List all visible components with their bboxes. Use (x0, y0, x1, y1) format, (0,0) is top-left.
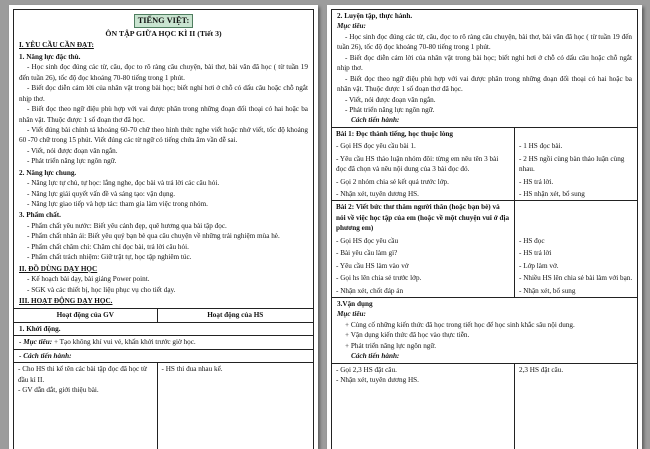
hs-cell (515, 285, 637, 297)
paragraph: - Viết đúng bài chính tả khoảng 60-70 chữ theo hình thức nghe viết hoặc nhớ viết, tốc độ khoảng 60 -70 chữ trong 15 phút. Viết đúng các từ ngữ có tiếng chứa âm vần dễ sai. (19, 125, 308, 145)
paragraph: - Phẩm chất chăm chỉ: Chăm chỉ đọc bài, trả lời câu hỏi. (27, 242, 189, 251)
paragraph: - Năng lực giao tiếp và hợp tác: tham gia làm việc trong nhóm. (27, 200, 208, 209)
table-row (332, 285, 637, 297)
paragraph: - Biết đọc diễn cảm lời của nhân vật trong bài học; biết nghỉ hơi ở chỗ có dấu câu hoặc chỗ ngắt nhịp thơ. (19, 84, 308, 103)
hs-line: - HS trả lời (519, 249, 552, 258)
paragraph: - Biết đọc theo ngữ điệu phù hợp với vai được phân trong những đoạn đối thoại có hai hoặc ba nhân vật. Thuộc được 1 số đoạn thơ đã học. (337, 74, 632, 94)
hs-cell (158, 363, 313, 449)
table-row (332, 140, 637, 152)
heading-pham-chat: 3. Phẩm chất. (19, 211, 61, 220)
hs-cell (515, 128, 637, 140)
paragraph: + Phát triển năng lực ngôn ngữ. (345, 341, 437, 350)
hs-line: - Nhiều HS lên chia sẻ bài làm với bạn. (519, 274, 633, 283)
table-row (332, 176, 637, 188)
paragraph: - Năng lực tự chủ, tự học: lắng nghe, đọc bài và trả lời các câu hỏi. (27, 179, 220, 188)
document-page-right (327, 5, 642, 449)
paragraph: - Phẩm chất yêu nước: Biết yêu cảnh đẹp, quê hương qua bài tập đọc. (27, 221, 227, 230)
gv-cell (332, 140, 515, 152)
paragraph: - Phát triển năng lực ngôn ngữ. (27, 157, 117, 166)
paragraph: - Học sinh đọc đúng các từ, câu, đọc to rõ ràng câu chuyện, bài thơ, bài văn đã học ( từ tuần 19 đến tuần 26), tốc độ đọc khoảng 70-80 tiếng trong 1 phút. (337, 32, 632, 52)
paragraph: - Kế hoạch bài dạy, bài giảng Power point. (27, 275, 150, 284)
hs-line: - 2 HS ngồi cùng bàn thảo luận cùng nhau. (519, 154, 625, 174)
bai1-title: Bài 1: Đọc thành tiếng, học thuộc lòng (332, 128, 515, 140)
paragraph: - Năng lực giải quyết vấn đề và sáng tạo: vận dụng. (27, 189, 176, 198)
heading-nang-luc-dac-thu: 1. Năng lực đặc thù. (19, 52, 81, 61)
paragraph: + Củng cố những kiến thức đã học trong tiết học để học sinh khắc sâu nội dung. (345, 320, 575, 329)
gv-line: - Nhận xét, tuyên dương HS. (336, 376, 419, 384)
section-luyen-tap (332, 10, 637, 128)
hs-line: - HS đọc (519, 236, 545, 245)
activity-table (14, 308, 313, 449)
gv-cell (14, 363, 158, 449)
paragraph: - Phẩm chất trách nhiệm: Giữ trật tự, học tập nghiêm túc. (27, 253, 192, 262)
heading-luyen-tap: 2. Luyện tập, thực hành. (337, 12, 413, 20)
table-row (332, 364, 637, 449)
paragraph: - Phát triển năng lực ngôn ngữ. (345, 105, 435, 114)
hs-cell (515, 260, 637, 272)
hs-line: - Lớp làm vở. (519, 261, 559, 270)
gv-cell (332, 260, 515, 272)
hs-cell (515, 153, 637, 176)
muc-tieu-row (14, 336, 313, 349)
paragraph: - Viết, nói được đoạn văn ngắn. (345, 95, 436, 104)
paragraph: - Học sinh đọc đúng các từ, câu, đọc to rõ ràng câu chuyện, bài thơ, bài văn đã học ( từ tuần 19 đến tuần 26), tốc độ đọc khoảng 70-80 tiếng trong 1 phút. (19, 63, 308, 82)
paragraph: - Biết đọc theo ngữ điệu phù hợp với vai được phân trong những đoạn đối thoại có hai hoặc ba nhân vật. Thuộc được 1 số đoạn thơ đã học. (19, 105, 308, 124)
gv-line: - Bài yêu cầu làm gì? (336, 249, 398, 258)
gv-line: - Yêu cầu HS thảo luận nhóm đôi: từng em nêu tên 3 bài đọc đã chọn và nêu nội dung của 3 bài đọc đó. (336, 154, 499, 174)
hs-line: 2,3 HS đặt câu. (519, 365, 564, 374)
hs-cell (515, 272, 637, 284)
heading-hoat-dong: III. HOẠT ĐỘNG DẠY HỌC. (19, 296, 113, 305)
cach-tien-hanh-row (14, 350, 313, 363)
column-header-gv: Hoạt động của GV (14, 309, 158, 321)
cach-tien-hanh-label: Cách tiến hành: (351, 352, 400, 361)
cach-tien-hanh-label: Cách tiến hành: (351, 116, 400, 125)
paragraph: - Viết, nói được đoạn văn ngắn. (27, 146, 118, 155)
gv-cell (332, 247, 515, 259)
gv-line: - Gọi 2,3 HS đặt câu. (336, 365, 397, 374)
bai1-title-row (332, 128, 637, 140)
section-van-dung (332, 297, 637, 364)
table-row (332, 235, 637, 247)
hs-line: - HS nhận xét, bổ sung (519, 190, 585, 198)
hs-cell (515, 364, 637, 449)
gv-cell (332, 364, 515, 449)
gv-line: - Gọi HS đọc yêu cầu (336, 236, 399, 245)
title-row (19, 14, 308, 28)
table-header-row (14, 309, 313, 322)
gv-line: - Gọi hs lên chia sẻ trước lớp. (336, 274, 422, 283)
muc-tieu-text: + Tạo không khí vui vẻ, khấn khởi trước giờ học. (53, 338, 196, 347)
hs-cell (515, 201, 637, 234)
column-header-hs: Hoạt động của HS (207, 311, 264, 320)
gv-cell (332, 285, 515, 297)
khoi-dong-row (14, 323, 313, 336)
table-row (332, 260, 637, 272)
table-row (332, 153, 637, 176)
hs-cell (515, 247, 637, 259)
paragraph: - Phẩm chất nhân ái: Biết yêu quý bạn bè qua câu chuyện về những trải nghiệm mùa hè. (27, 232, 280, 241)
bai2-title: Bài 2: Viết bức thư thăm người thân (hoặc bạn bè) và nói về việc học tập của em (hoặc về một chuyện vui ở địa phương em) (332, 201, 515, 234)
heading-van-dung: 3.Vận dụng (337, 299, 373, 308)
left-page-content (13, 9, 314, 449)
gv-line: - GV dẫn dắt, giới thiệu bài. (18, 386, 99, 395)
gv-cell (332, 272, 515, 284)
gv-cell (332, 176, 515, 188)
left-page-text-block (14, 10, 313, 307)
gv-line: - Nhận xét, chốt đáp án (336, 286, 404, 295)
hs-cell (515, 235, 637, 247)
hs-line: - HS thi đua nhau kể. (161, 365, 223, 374)
right-page-content (331, 9, 638, 449)
hs-line: - Nhận xét, bổ sung (519, 286, 576, 295)
heading-yeu-cau: I. YÊU CẦU CẦN ĐẠT: (19, 41, 94, 50)
gv-line: - Gọi 2 nhóm chia sẻ kết quả trước lớp. (336, 177, 449, 186)
table-row (14, 363, 313, 449)
paragraph: - SGK và các thiết bị, học liệu phục vụ cho tiết dạy. (27, 285, 176, 294)
hs-cell (515, 140, 637, 152)
table-row (332, 247, 637, 259)
paragraph: - Biết đọc diễn cảm lời của nhân vật trong bài học; biết nghỉ hơi ở chỗ có dấu câu hoặc chỗ ngắt nhịp thơ. (337, 53, 632, 73)
cach-tien-hanh-label: - Cách tiến hành: (19, 351, 72, 360)
muc-tieu-label: - Mục tiêu: (19, 338, 53, 347)
document-page-left (9, 5, 318, 449)
gv-line: - Nhận xét, tuyên dương HS. (336, 190, 419, 198)
bai2-title-row (332, 200, 637, 234)
table-row (332, 188, 637, 200)
muc-tieu-label: Mục tiêu: (337, 310, 366, 319)
hs-cell (515, 176, 637, 188)
gv-line: - Cho HS thi kể tên các bài tập đọc đã học từ đầu kì II. (18, 365, 147, 384)
hs-cell (515, 188, 637, 200)
hs-line: - 1 HS đọc bài. (519, 142, 563, 151)
gv-line: - Gọi HS đọc yêu cầu bài 1. (336, 142, 416, 151)
table-row (332, 272, 637, 284)
gv-line: - Yêu cầu HS làm vào vở (336, 261, 409, 270)
muc-tieu-label: Mục tiêu: (337, 22, 366, 31)
gv-cell (332, 188, 515, 200)
gv-cell (332, 153, 515, 176)
gv-cell (332, 235, 515, 247)
heading-do-dung: II. ĐỒ DÙNG DẠY HỌC (19, 264, 98, 273)
lesson-title: ÔN TẬP GIỮA HỌC KÌ II (Tiết 3) (105, 29, 222, 39)
subject-title-highlight: TIẾNG VIỆT: (134, 14, 194, 28)
paragraph: + Vận dụng kiến thức đã học vào thực tiễn. (345, 331, 470, 340)
khoi-dong-heading: 1. Khởi động. (19, 324, 61, 333)
hs-line: - HS trả lời. (519, 177, 554, 186)
heading-nang-luc-chung: 2. Năng lực chung. (19, 168, 77, 177)
